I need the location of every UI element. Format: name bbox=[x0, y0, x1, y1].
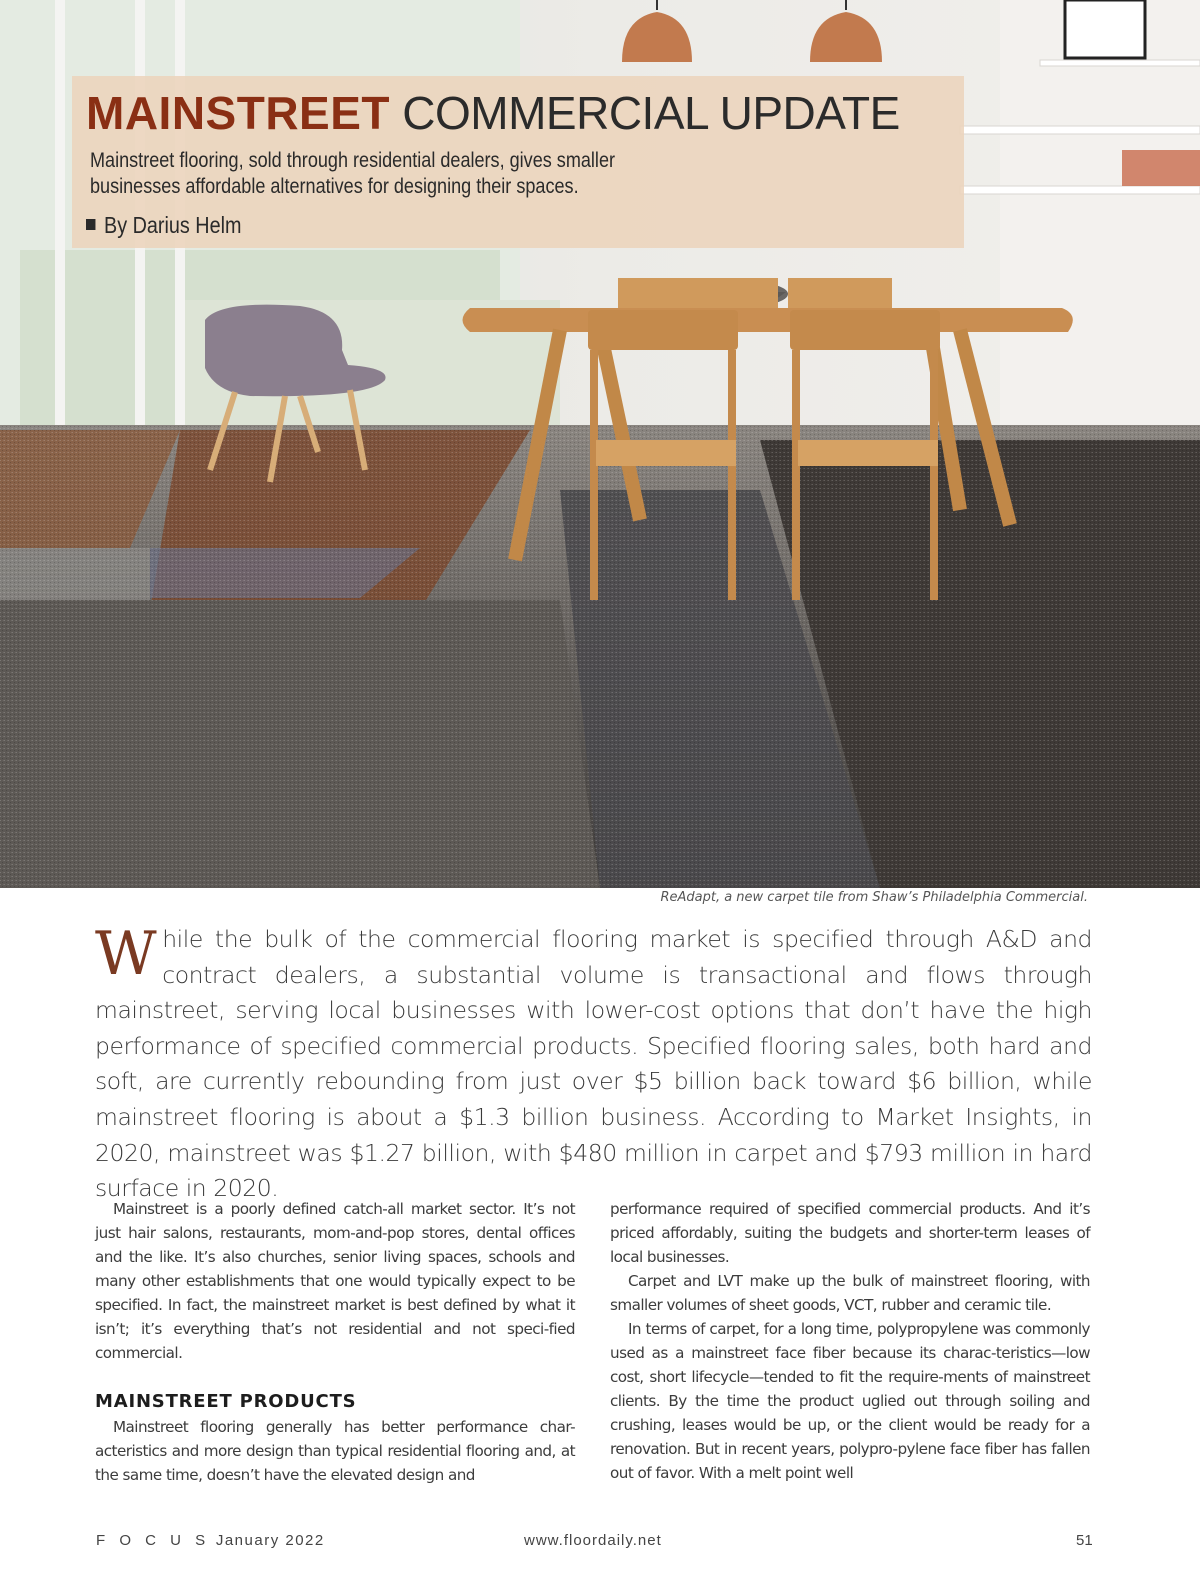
headline-rest: COMMERCIAL UPDATE bbox=[402, 87, 900, 139]
body-column-left bbox=[95, 1197, 575, 1487]
body-paragraph: In terms of carpet, for a long time, polypropylene was commonly used as a mainstreet face fiber because its charac-teristics—low cost, short lifecycle—tended to fit the require-ments of mainstreet clients. By the time the product uglied out through soiling and crushing, leases would be up, or the client would be ready for a renovation. But in recent years, polypro-pylene face fiber has fallen out of favor. With a melt point well bbox=[610, 1320, 1090, 1482]
body-paragraph: Mainstreet flooring generally has better performance char-acteristics and more design than typical residential flooring and, at the same time, doesn’t have the elevated design and bbox=[95, 1418, 575, 1484]
bullet-square-icon bbox=[86, 219, 95, 230]
footer-url: www.floordaily.net bbox=[524, 1532, 662, 1549]
deck bbox=[90, 148, 778, 200]
photo-caption: ReAdapt, a new carpet tile from Shaw’s Philadelphia Commercial. bbox=[660, 890, 1088, 905]
drop-cap: W bbox=[95, 919, 157, 989]
title-panel bbox=[72, 76, 964, 248]
body-paragraph: performance required of specified commercial products. And it’s priced affordably, suiting the budgets and shorter-term leases of local businesses. bbox=[610, 1200, 1090, 1266]
headline bbox=[86, 86, 900, 140]
headline-accent: MAINSTREET bbox=[86, 87, 390, 139]
byline-text: By Darius Helm bbox=[104, 212, 242, 238]
publication-name: F O C U S bbox=[96, 1532, 211, 1549]
body-column-right bbox=[610, 1197, 1090, 1485]
page-number: 51 bbox=[1076, 1532, 1093, 1549]
issue-date: January 2022 bbox=[215, 1532, 325, 1549]
lede-text: hile the bulk of the commercial flooring market is specified through A&D and contract dealers, a substantial volume is transactional and flows through mainstreet, serving local businesses with lower-cost options that don’t have the high performance of specified commercial products. Specified flooring sales, both hard and soft, are currently rebounding from just over $5 billion back toward $6 billion, while mainstreet flooring is about a $1.3 billion business. According to Market Insights, in 2020, mainstreet was $1.27 billion, with $480 million in carpet and $793 million in hard surface in 2020. bbox=[95, 925, 1092, 1203]
body-paragraph: Mainstreet is a poorly defined catch-all market sector. It’s not just hair salons, restaurants, mom-and-pop stores, dental offices and the like. It’s also churches, senior living spaces, schools and many other establishments that one would typically expect to be specified. In fact, the mainstreet market is best defined by what it isn’t; it’s everything that’s not residential and not speci-fied commercial. bbox=[95, 1200, 575, 1362]
byline bbox=[86, 212, 241, 239]
footer-publication bbox=[96, 1532, 325, 1549]
lede-paragraph bbox=[95, 919, 1092, 1207]
section-subhead: MAINSTREET PRODUCTS bbox=[95, 1391, 357, 1412]
body-paragraph: Carpet and LVT make up the bulk of mainstreet flooring, with smaller volumes of sheet goods, VCT, rubber and ceramic tile. bbox=[610, 1272, 1090, 1314]
deck-line: Mainstreet flooring, sold through residential dealers, gives smaller bbox=[90, 149, 616, 172]
deck-line: businesses affordable alternatives for designing their spaces. bbox=[90, 175, 579, 198]
